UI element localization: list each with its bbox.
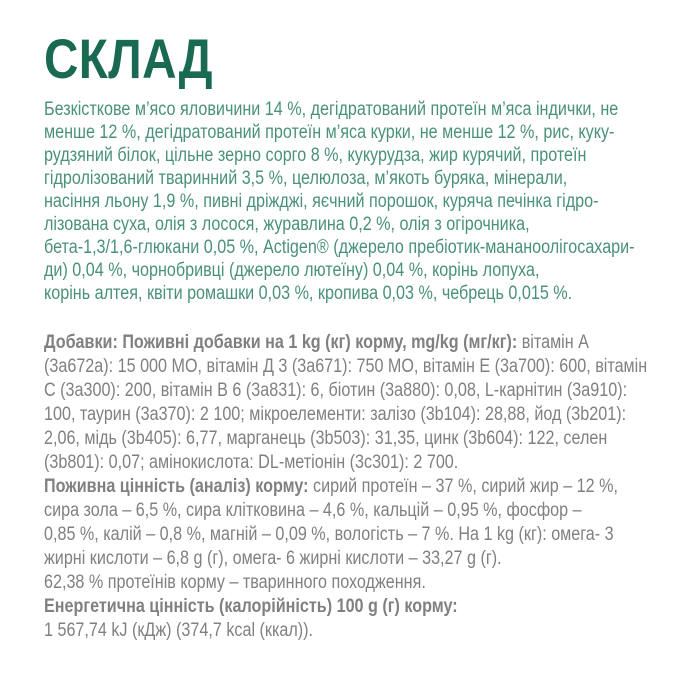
info-text: 2,06, мідь (3b405): 6,77, марганець (3b503): 31,35, цинк (3b604): 122, селен — [44, 428, 608, 449]
ingredients-line: гідролізований тваринний 3,5 %, целюлоза, м’якоть буряка, мінерали, — [44, 168, 568, 189]
info-text: сирий протеїн – 37 %, сирий жир – 12 %, — [308, 476, 618, 497]
ingredients-line: Безкісткове м’ясо яловичини 14 %, дегідратований протеїн м’яса індички, не — [44, 99, 619, 120]
info-text: (3b801): 0,07; амінокислота: DL-метіонін (3c301): 2 700. — [44, 452, 459, 473]
info-line — [44, 523, 614, 547]
ingredients-line: ди) 0,04 %, чорнобривці (джерело лютеїну) 0,04 %, корінь лопуха, — [44, 260, 540, 281]
info-section-label: Поживна цінність (аналіз) корму: — [44, 476, 309, 497]
info-line — [44, 331, 589, 355]
info-text: 62,38 % протеїнів корму – тваринного походження. — [44, 572, 426, 593]
info-line — [44, 547, 571, 571]
info-line — [44, 403, 627, 427]
ingredients-line: менше 12 %, дегідратований протеїн м’яса курки, не менше 12 %, рис, куку- — [44, 122, 615, 143]
info-text: 1 567,74 kJ (кДж) (374,7 kcal (ккал)). — [44, 620, 314, 641]
ingredients-line: лізована суха, олія з лосося, журавлина 0,2 %, олія з огірочника, — [44, 214, 530, 235]
info-line — [44, 451, 571, 475]
ingredients-line: рудзяний білок, цільне зерно сорго 8 %, кукурудза, жир курячий, протеїн — [44, 145, 587, 166]
info-text: 100, таурин (3a370): 2 100; мікроелементи: залізо (3b104): 28,88, йод (3b201): — [44, 404, 627, 425]
info-text: (3a672a): 15 000 МО, вітамін Д 3 (3a671): 750 МО, вітамін E (3a700): 600, вітамін — [44, 356, 648, 377]
info-line — [44, 571, 571, 595]
info-section-label: Енергетична цінність (калорійність) 100 g (г) корму: — [44, 596, 458, 617]
info-line — [44, 379, 628, 403]
info-text: С (3a300): 200, вітамін В 6 (3a831): 6, біотин (3a880): 0,08, L-карнітин (3a910): — [44, 380, 628, 401]
info-line — [44, 595, 571, 619]
info-text: вітамін A — [517, 332, 589, 353]
info-text: жирні кислоти – 6,8 g (г), омега- 6 жирні кислоти – 33,27 g (г). — [44, 548, 502, 569]
ingredients-line: корінь алтея, квіти ромашки 0,03 %, кропива 0,03 %, чебрець 0,015 %. — [44, 283, 573, 304]
info-line — [44, 475, 618, 499]
nutrition-info — [44, 331, 648, 643]
info-text: 0,85 %, калій – 0,8 %, магній – 0,09 %, вологість – 7 %. На 1 kg (кг): омега- 3 — [44, 524, 614, 545]
page-title: СКЛАД — [44, 27, 214, 90]
ingredients-line: бета-1,3/1,6-глюкани 0,05 %, Actigen® (джерело пребіотик-мананоолігосахари- — [44, 237, 635, 258]
info-line — [44, 499, 582, 523]
info-line — [44, 355, 648, 379]
ingredients-paragraph — [44, 98, 635, 305]
ingredients-line: насіння льону 1,9 %, пивні дріжджі, яєчний порошок, куряча печінка гідро- — [44, 191, 599, 212]
info-text: сира зола – 6,5 %, сира клітковина – 4,6 %, кальцій – 0,95 %, фосфор – — [44, 500, 582, 521]
info-line — [44, 427, 608, 451]
info-line — [44, 619, 571, 643]
info-section-label: Добавки: Поживні добавки на 1 kg (кг) корму, mg/kg (мг/кг): — [44, 332, 518, 353]
